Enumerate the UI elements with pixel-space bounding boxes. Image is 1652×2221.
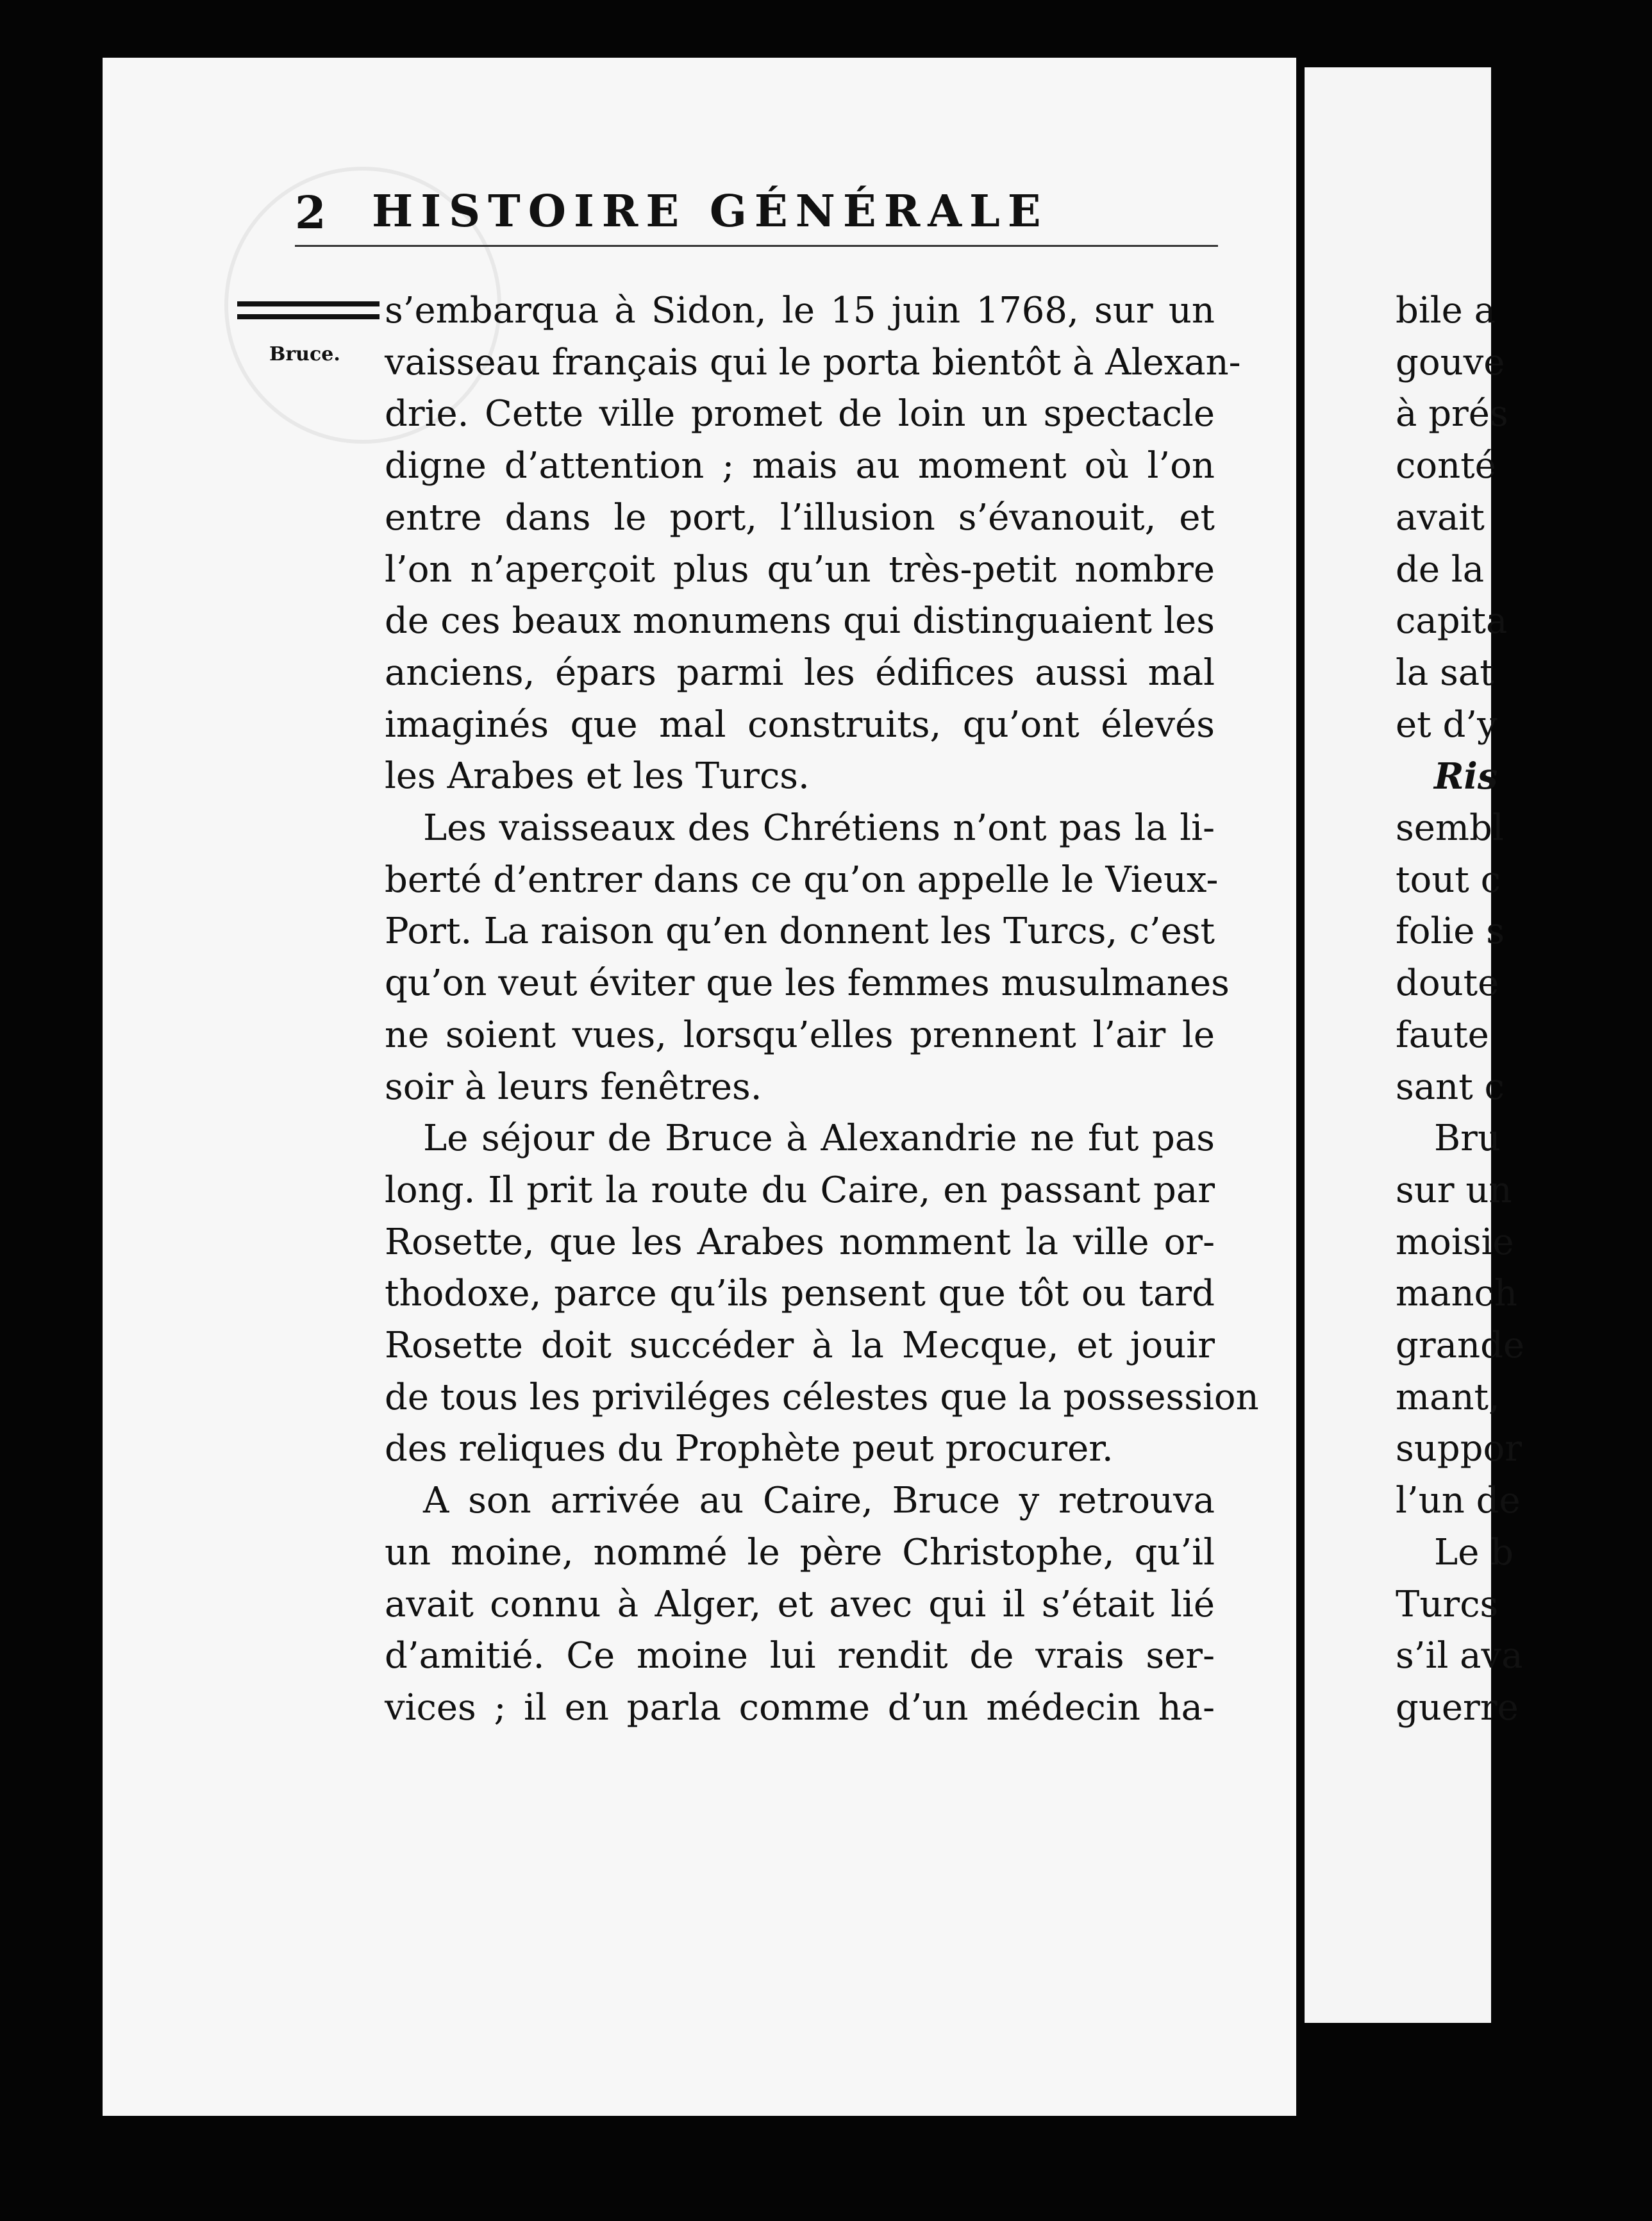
right-page — [1305, 67, 1525, 2023]
text-line: sant c — [1396, 1066, 1505, 1108]
text-line: d’amitié. Ce moine lui rendit de vrais ser- — [385, 1635, 1215, 1677]
text-line: de la — [1396, 548, 1485, 591]
text-line: tout c — [1396, 859, 1501, 901]
text-line: doute — [1396, 962, 1499, 1005]
text-line: un moine, nommé le père Christophe, qu’il — [385, 1531, 1215, 1573]
text-line: long. Il prit la route du Caire, en passant par — [385, 1169, 1215, 1211]
text-line: et d’y — [1396, 703, 1498, 746]
text-line: grande — [1396, 1325, 1525, 1367]
text-line: de ces beaux monumens qui distinguaient les — [385, 600, 1215, 642]
text-line: guerre — [1396, 1686, 1519, 1729]
text-line: vaisseau français qui le porta bientôt à Alexan- — [385, 341, 1241, 383]
text-line: vices ; il en parla comme d’un médecin ha- — [385, 1686, 1215, 1729]
text-line: s’il ava — [1396, 1635, 1523, 1677]
text-line: entre dans le port, l’illusion s’évanouit, et — [385, 496, 1215, 539]
text-line: qu’on veut éviter que les femmes musulmanes — [385, 962, 1230, 1005]
text-line: soir à leurs fenêtres. — [385, 1066, 762, 1108]
text-line: conté — [1396, 445, 1496, 487]
running-title: HISTOIRE GÉNÉRALE — [372, 186, 1049, 237]
text-line: folie s — [1396, 910, 1505, 953]
page-number: 2 — [295, 186, 326, 239]
text-line: Port. La raison qu’en donnent les Turcs, c’est — [385, 910, 1215, 953]
text-line: ne soient vues, lorsqu’elles prennent l’air le — [385, 1014, 1215, 1056]
text-line: à prés — [1396, 393, 1508, 435]
body-text — [385, 285, 1259, 1734]
text-line: Rosette doit succéder à la Mecque, et jouir — [385, 1325, 1215, 1367]
text-line: suppor — [1396, 1428, 1522, 1470]
text-line: digne d’attention ; mais au moment où l’on — [385, 445, 1215, 487]
header-rule — [295, 245, 1218, 247]
text-line: des reliques du Prophète peut procurer. — [385, 1428, 1114, 1470]
text-line: imaginés que mal construits, qu’ont élevés — [385, 703, 1215, 746]
text-line: capita — [1396, 600, 1508, 642]
text-line: l’un de — [1396, 1480, 1521, 1522]
text-line: berté d’entrer dans ce qu’on appelle le Vieux- — [385, 859, 1219, 901]
text-line: Rosette, que les Arabes nomment la ville or- — [385, 1221, 1215, 1263]
text-line: s’embarqua à Sidon, le 15 juin 1768, sur un — [385, 290, 1215, 331]
text-line: Les vaisseaux des Chrétiens n’ont pas la li- — [423, 807, 1215, 850]
text-line: manch — [1396, 1273, 1517, 1315]
margin-note: Bruce. — [269, 343, 340, 365]
page-header — [295, 186, 1218, 263]
text-line: A son arrivée au Caire, Bruce y retrouva — [423, 1480, 1215, 1522]
text-line: thodoxe, parce qu’ils pensent que tôt ou tard — [385, 1273, 1215, 1315]
text-line: de tous les priviléges célestes que la possession — [385, 1376, 1259, 1418]
text-line: la sat — [1396, 651, 1494, 694]
text-line: Le séjour de Bruce à Alexandrie ne fut pas — [423, 1118, 1215, 1160]
text-line: les Arabes et les Turcs. — [385, 755, 810, 798]
text-line: avait connu à Alger, et avec qui il s’était lié — [385, 1583, 1215, 1625]
text-line: mant, — [1396, 1376, 1500, 1418]
text-line: faute — [1396, 1014, 1489, 1056]
text-line: drie. Cette ville promet de loin un spectacle — [385, 393, 1215, 435]
text-line: Turcs — [1396, 1583, 1499, 1625]
text-line: avait — [1396, 496, 1485, 539]
right-page-text — [1396, 285, 1652, 1734]
text-line: sembl — [1396, 807, 1504, 850]
text-line: Ris — [1434, 755, 1498, 798]
text-line: sur un — [1396, 1169, 1512, 1211]
text-line: gouve — [1396, 341, 1505, 383]
text-line: l’on n’aperçoit plus qu’un très-petit nombre — [385, 548, 1215, 591]
text-line: anciens, épars parmi les édifices aussi mal — [385, 651, 1215, 694]
page-gutter — [1296, 58, 1305, 2116]
text-line: bile a — [1396, 290, 1496, 331]
text-line: Bru — [1434, 1118, 1501, 1160]
text-line: Le b — [1434, 1531, 1514, 1573]
margin-rule — [237, 301, 380, 319]
text-line: moisie — [1396, 1221, 1514, 1263]
